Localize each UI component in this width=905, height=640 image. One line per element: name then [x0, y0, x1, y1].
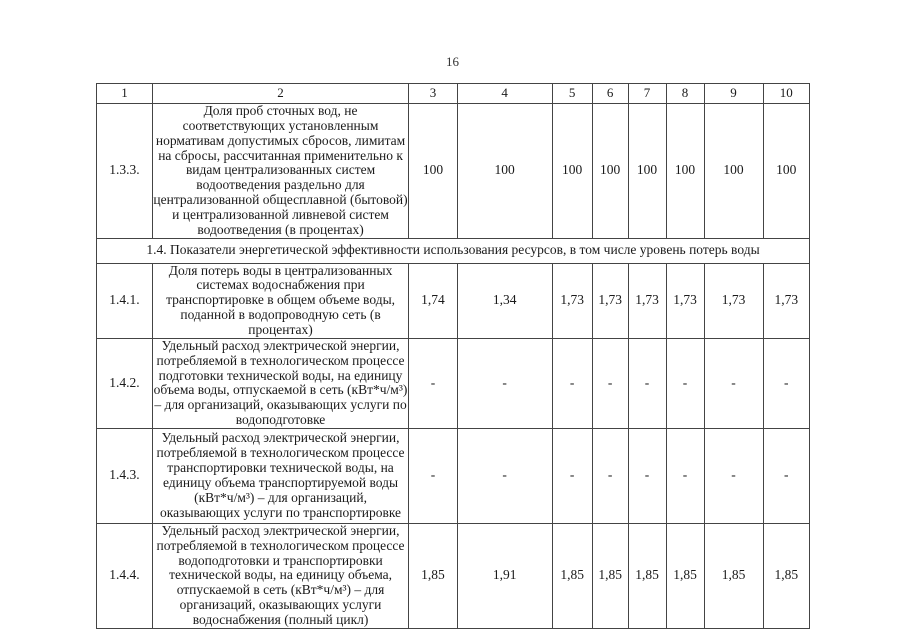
row-code: 1.4.3. [97, 428, 153, 523]
row-value: 100 [457, 104, 552, 239]
row-value: - [552, 338, 592, 428]
row-value: - [592, 338, 628, 428]
indicators-table [96, 83, 810, 629]
section-title: 1.4. Показатели энергетической эффективности использования ресурсов, в том числе уровень потерь воды [97, 238, 810, 263]
column-header: 5 [552, 84, 592, 104]
row-value: 1,85 [552, 523, 592, 628]
row-value: 1,74 [409, 263, 458, 338]
table-row [97, 428, 810, 523]
column-header: 9 [704, 84, 763, 104]
row-value: - [666, 338, 704, 428]
row-value: - [409, 428, 458, 523]
row-value: - [457, 428, 552, 523]
row-value: - [409, 338, 458, 428]
table-row [97, 104, 810, 239]
row-description: Удельный расход электрической энергии, потребляемой в технологическом процессе транспортировки технической воды, на единицу объема транспортируемой воды (кВт*ч/м³) – для организаций, оказывающих услуги по транспортировке [152, 428, 408, 523]
row-value: 1,73 [628, 263, 666, 338]
column-header: 10 [763, 84, 809, 104]
row-value: - [666, 428, 704, 523]
row-value: 100 [409, 104, 458, 239]
section-row [97, 238, 810, 263]
page-number: 16 [446, 54, 459, 69]
column-header: 6 [592, 84, 628, 104]
row-value: - [763, 338, 809, 428]
row-value: 100 [763, 104, 809, 239]
row-value: 100 [666, 104, 704, 239]
row-value: 1,85 [409, 523, 458, 628]
row-value: 100 [552, 104, 592, 239]
row-value: 1,85 [592, 523, 628, 628]
column-header: 3 [409, 84, 458, 104]
row-description: Удельный расход электрической энергии, потребляемой в технологическом процессе водоподготовки и транспортировки технической воды, на единицу объема, отпускаемой в сеть (кВт*ч/м³) – для организаций, оказывающих услуги водоснабжения (полный цикл) [152, 523, 408, 628]
row-value: - [704, 338, 763, 428]
table-row [97, 338, 810, 428]
table-row [97, 523, 810, 628]
column-number-row [97, 84, 810, 104]
row-value: 1,85 [666, 523, 704, 628]
row-value: 1,85 [763, 523, 809, 628]
row-description: Удельный расход электрической энергии, потребляемой в технологическом процессе подготовки технической воды, на единицу объема воды, отпускаемой в сеть (кВт*ч/м³) – для организаций, оказывающих услуги по водоподготовке [153, 338, 408, 428]
row-code: 1.3.3. [97, 104, 153, 239]
row-value: - [628, 428, 666, 523]
row-value: - [628, 338, 666, 428]
row-code: 1.4.2. [97, 338, 153, 428]
row-description: Доля потерь воды в централизованных системах водоснабжения при транспортировке в общем объеме воды, поданной в водопроводную сеть (в процентах) [152, 263, 408, 338]
row-value: - [592, 428, 628, 523]
row-value: 100 [628, 104, 666, 239]
row-code: 1.4.1. [97, 263, 153, 338]
row-value: 1,85 [628, 523, 666, 628]
row-value: 1,34 [457, 263, 552, 338]
row-value: 1,73 [704, 263, 763, 338]
row-value: 1,73 [666, 263, 704, 338]
column-header: 7 [628, 84, 666, 104]
row-value: 1,73 [592, 263, 628, 338]
row-value: - [552, 428, 592, 523]
column-header: 1 [97, 84, 153, 104]
row-value: - [457, 338, 552, 428]
table-row [97, 263, 810, 338]
row-description: Доля проб сточных вод, не соответствующих установленным нормативам допустимых сбросов, лимитам на сбросы, рассчитанная применительно к видам централизованных систем водоотведения раздельно для централизованной общесплавной (бытовой) и централизованной ливневой систем водоотведения (в процентах) [153, 103, 408, 237]
row-code: 1.4.4. [97, 523, 153, 628]
row-value: - [704, 428, 763, 523]
row-value: 1,73 [552, 263, 592, 338]
column-header: 2 [152, 84, 408, 104]
row-value: 100 [704, 104, 763, 239]
row-value: - [763, 428, 809, 523]
column-header: 4 [457, 84, 552, 104]
row-value: 1,91 [457, 523, 552, 628]
row-value: 100 [592, 104, 628, 239]
row-value: 1,73 [763, 263, 809, 338]
row-value: 1,85 [704, 523, 763, 628]
column-header: 8 [666, 84, 704, 104]
